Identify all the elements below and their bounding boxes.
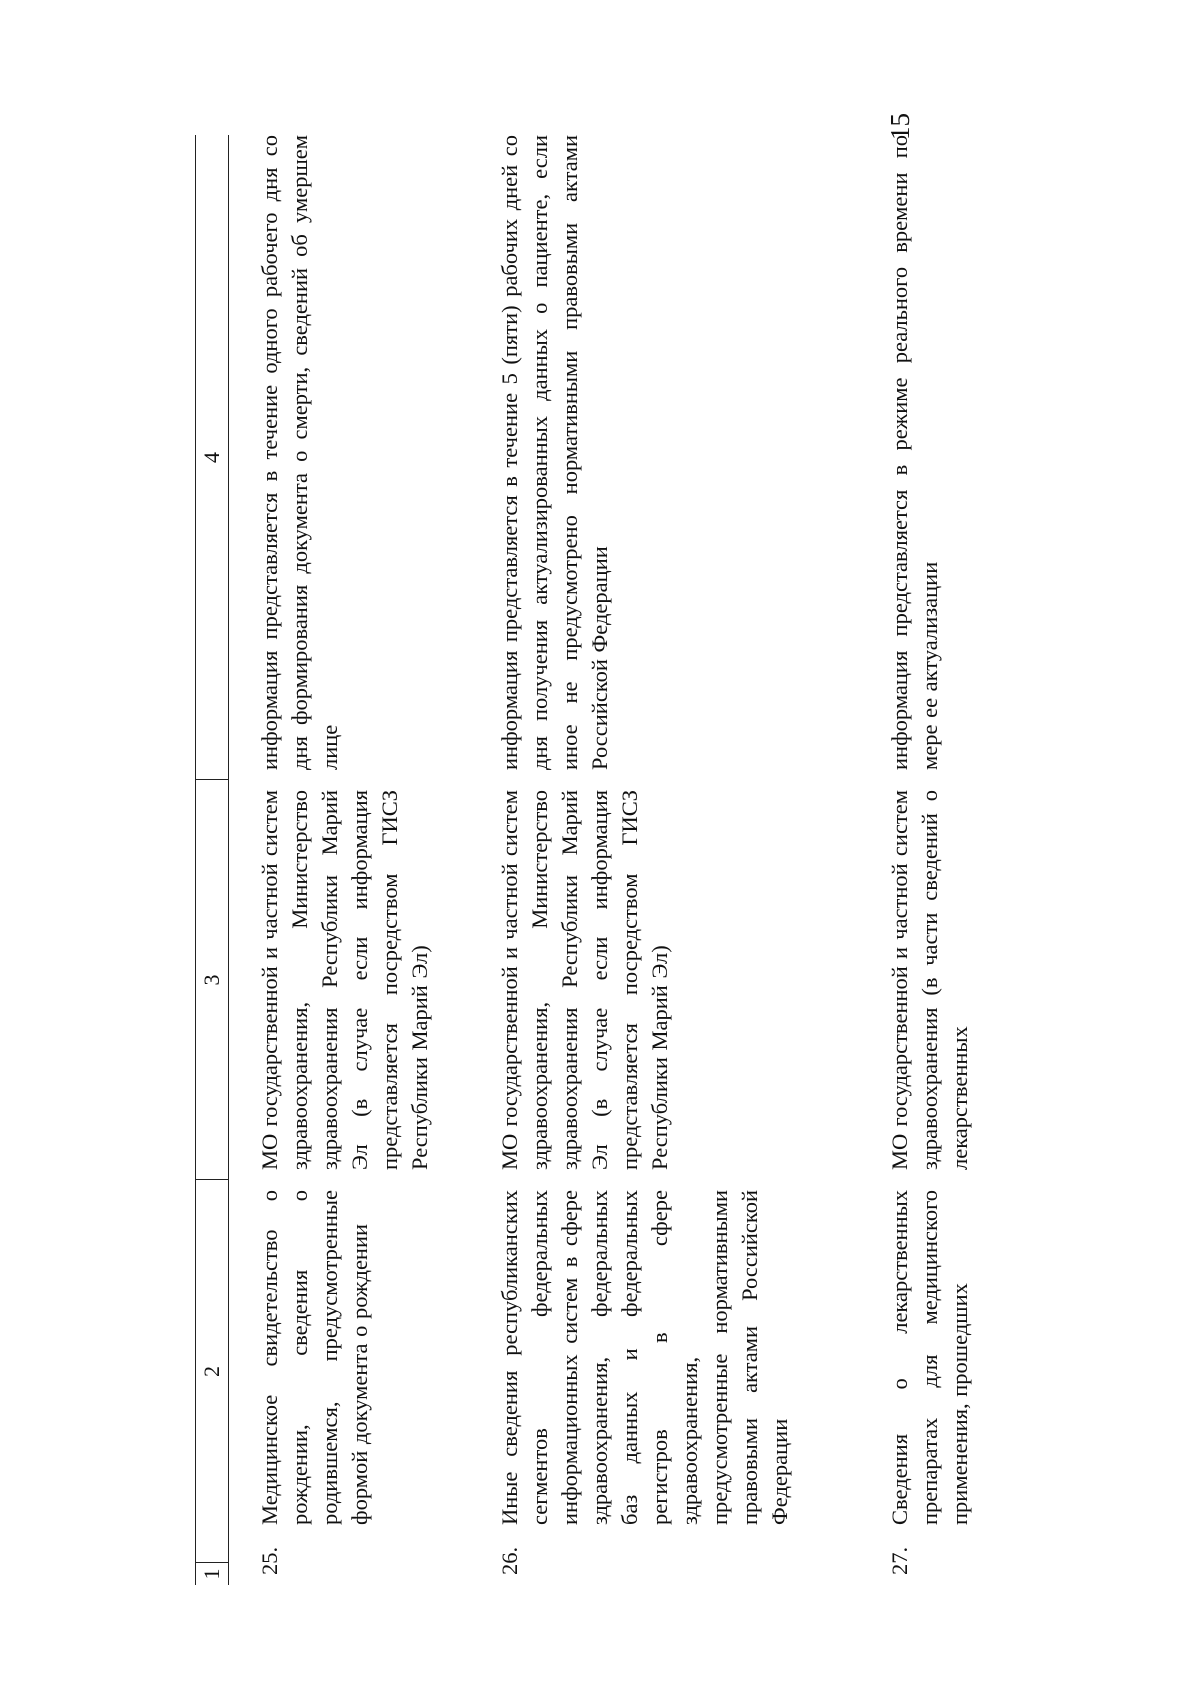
info-name-cell: Иные сведения республиканских сегментов федеральных информационных систем в сфере здравоохранения, федеральных баз данных и федеральных регистров в сфере здравоохранения, предусмотренные нормативными правовыми актами Российской Федерации [497, 1190, 792, 1525]
header-col-2: 2 [199, 1366, 224, 1377]
row-number: 26. [497, 1546, 522, 1575]
row-number: 27. [887, 1546, 912, 1575]
info-source-cell: МО государственной и частной систем здравоохранения, Министерство здравоохранения Республики Марий Эл (в случае если информация представляется посредством ГИСЗ Республики Марий Эл) [257, 790, 432, 1170]
header-col-4: 4 [199, 452, 224, 463]
data-table [195, 135, 995, 1585]
info-name-cell: Медицинское свидетельство о рождении, сведения о родившемся, предусмотренные формой документа о рождении [257, 1190, 372, 1525]
info-name-cell: Сведения о лекарственных препаратах для медицинского применения, прошедших [887, 1190, 972, 1525]
header-col-1: 1 [199, 1568, 224, 1580]
table-top-border [195, 135, 196, 1585]
info-period-cell: информация представляется в режиме реального времени по мере ее актуализации [887, 135, 942, 770]
row-number: 25. [257, 1546, 282, 1575]
page-number: 15 [885, 113, 915, 140]
header-col-3: 3 [199, 974, 224, 986]
header-bottom-border [228, 135, 229, 1585]
info-period-cell: информация представляется в течение одного рабочего дня со дня формирования документа о смерти, сведений об умершем лице [257, 135, 342, 770]
info-period-cell: информация представляется в течение 5 (пяти) рабочих дней со дня получения актуализированных данных о пациенте, если иное не предусмотрено нормативными правовыми актами Российской Федерации [497, 135, 612, 770]
rotated-table-container [195, 135, 995, 1585]
info-source-cell: МО государственной и частной систем здравоохранения (в части сведений о лекарственных [887, 790, 972, 1170]
info-source-cell: МО государственной и частной систем здравоохранения, Министерство здравоохранения Республики Марий Эл (в случае если информация представляется посредством ГИСЗ Республики Марий Эл) [497, 790, 672, 1170]
